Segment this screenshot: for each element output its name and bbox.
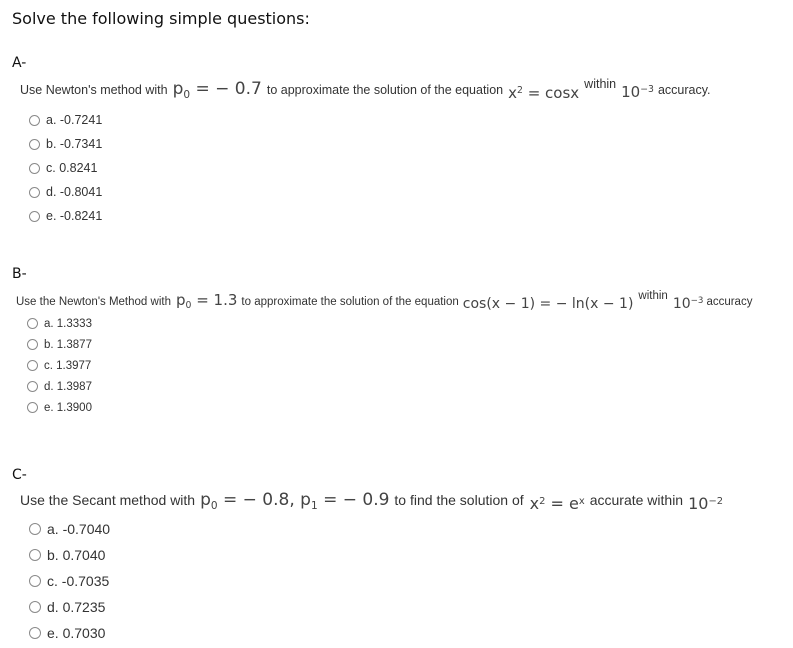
question-b-label: B- [12, 266, 27, 282]
question-c-equation: $x^2 = e^x$ [529, 494, 585, 513]
question-a-accuracy: $10^{-3}$ [621, 83, 654, 101]
question-c-intro: Use the Secant method with [20, 492, 196, 508]
question-b-intro: Use the Newton's Method with [16, 296, 171, 308]
question-b-accuracy: $10^{-3}$ [672, 296, 704, 312]
option-a-a[interactable]: a. -0.7241 [29, 108, 102, 132]
question-b-within-text: within [638, 290, 668, 302]
question-b-initial-value: $p_0 = 1.3$ [175, 291, 238, 312]
question-a-text [20, 77, 711, 102]
question-c-accuracy: $10^{-2}$ [688, 494, 724, 513]
question-b-options [27, 313, 92, 418]
option-c-e[interactable]: e. 0.7030 [29, 620, 110, 646]
radio-button[interactable] [29, 115, 40, 126]
question-c-options [29, 516, 110, 646]
question-c-initial-values: $p_0$ = − 0.8, $p_1$ = − 0.9 [200, 490, 390, 512]
option-b-b[interactable]: b. 1.3877 [27, 334, 92, 355]
question-b-equation: cos(x − 1) = − ln(x − 1) [462, 296, 634, 312]
radio-button[interactable] [29, 627, 41, 639]
option-a-b[interactable]: b. -0.7341 [29, 132, 102, 156]
radio-button[interactable] [27, 381, 38, 392]
question-c-text [20, 490, 724, 513]
option-b-d[interactable]: d. 1.3987 [27, 376, 92, 397]
question-b-middle-text: to approximate the solution of the equation [241, 296, 459, 308]
radio-button[interactable] [29, 523, 41, 535]
question-b-text [16, 290, 753, 312]
option-c-c[interactable]: c. -0.7035 [29, 568, 110, 594]
radio-button[interactable] [27, 360, 38, 371]
question-a-equation: $x^2 = \cos x$ [508, 84, 580, 102]
radio-button[interactable] [29, 163, 40, 174]
question-c-middle-text: to find the solution of [394, 492, 524, 508]
page-title: Solve the following simple questions: [12, 9, 310, 28]
question-a-label: A- [12, 55, 27, 71]
radio-button[interactable] [29, 549, 41, 561]
question-a-within-text: within [584, 77, 617, 91]
question-a-middle-text: to approximate the solution of the equation [266, 83, 504, 97]
question-a-intro: Use Newton's method with [20, 83, 168, 97]
option-b-e[interactable]: e. 1.3900 [27, 397, 92, 418]
question-b-accuracy-text: accuracy [706, 296, 753, 308]
radio-button[interactable] [29, 601, 41, 613]
question-c-accuracy-text: accurate within [589, 492, 684, 508]
radio-button[interactable] [29, 139, 40, 150]
option-c-b[interactable]: b. 0.7040 [29, 542, 110, 568]
radio-button[interactable] [29, 187, 40, 198]
radio-button[interactable] [29, 575, 41, 587]
option-a-d[interactable]: d. -0.8041 [29, 180, 102, 204]
option-b-a[interactable]: a. 1.3333 [27, 313, 92, 334]
question-a-accuracy-text: accuracy. [657, 83, 711, 97]
radio-button[interactable] [27, 402, 38, 413]
question-a-options [29, 108, 102, 228]
radio-button[interactable] [27, 339, 38, 350]
question-c-label: C- [12, 467, 27, 483]
option-c-d[interactable]: d. 0.7235 [29, 594, 110, 620]
option-a-c[interactable]: c. 0.8241 [29, 156, 102, 180]
option-a-e[interactable]: e. -0.8241 [29, 204, 102, 228]
radio-button[interactable] [29, 211, 40, 222]
question-a-initial-value: $p_0$ = − 0.7 [172, 79, 262, 101]
option-c-a[interactable]: a. -0.7040 [29, 516, 110, 542]
option-b-c[interactable]: c. 1.3977 [27, 355, 92, 376]
radio-button[interactable] [27, 318, 38, 329]
